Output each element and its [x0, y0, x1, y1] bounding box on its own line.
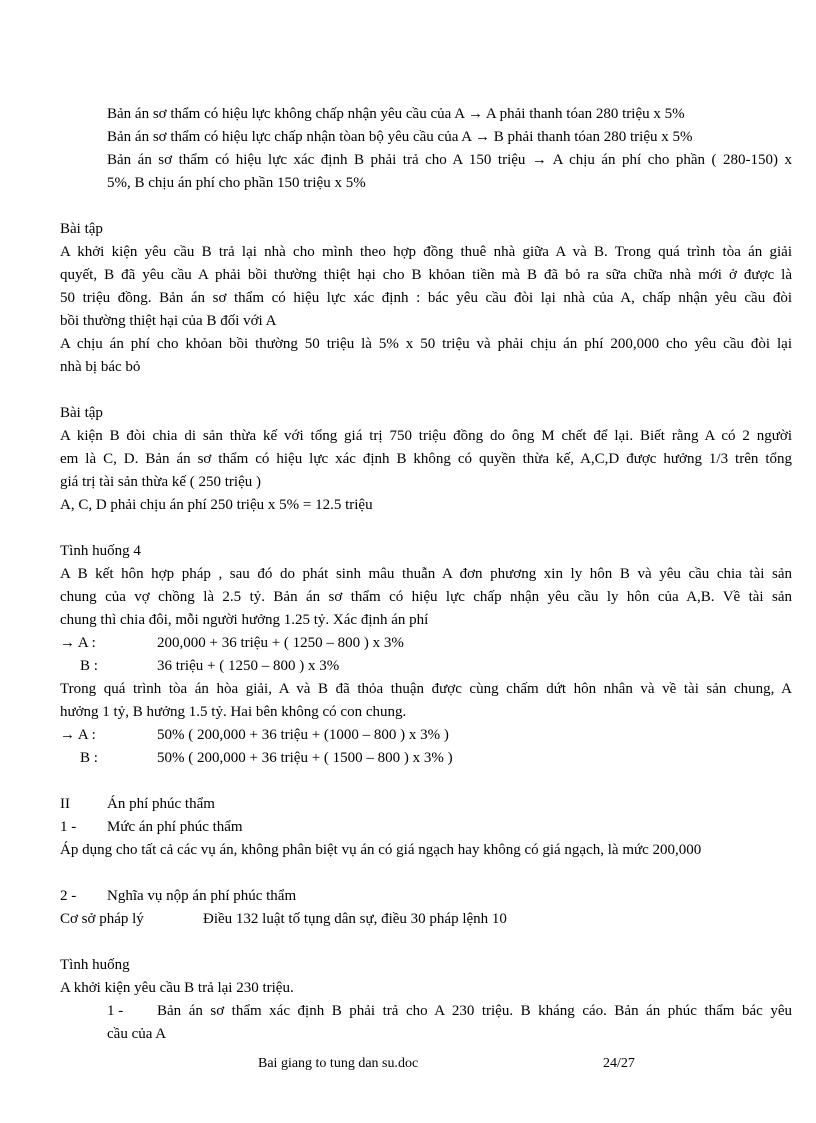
case-5-line-1: A khởi kiện yêu cầu B trả lại 230 triệu. [60, 980, 294, 996]
intro-line-1: Bản án sơ thẩm có hiệu lực không chấp nhận yêu cầu của A → A phải thanh tóan 280 triệu x 5% [107, 106, 685, 122]
case-4-line-4: Trong quá trình tòa án hòa giải, A và B đã thỏa thuận được cùng chấm dứt hôn nhân và về tài sản chung, A [60, 681, 792, 697]
footer-page-number: 24/27 [603, 1056, 635, 1071]
case-4-b1-label: B : [80, 658, 98, 674]
case-5-item-line-1: Bản án sơ thẩm xác định B phải trả cho A 230 triệu. B kháng cáo. Bản án phúc thẩm bác yêu [157, 1003, 792, 1019]
subsection-1-title: Mức án phí phúc thẩm [107, 819, 243, 835]
exercise-1-heading: Bài tập [60, 221, 103, 237]
subsection-1-number: 1 - [60, 819, 77, 835]
exercise-1-line-2: quyết, B đã yêu cầu A phải bồi thường thiệt hại cho B khỏan tiền mà B đã bỏ ra sữa chữa nhà mới ở được là [60, 267, 792, 283]
case-4-a1-value: 200,000 + 36 triệu + ( 1250 – 800 ) x 3% [157, 635, 404, 651]
case-4-heading: Tình huống 4 [60, 543, 141, 559]
case-4-b2-value: 50% ( 200,000 + 36 triệu + ( 1500 – 800 ) x 3% ) [157, 750, 453, 766]
case-4-line-1: A B kết hôn hợp pháp , sau đó do phát sinh mâu thuẫn A đơn phương xin ly hôn B và yêu cầu chia tài sản [60, 566, 792, 582]
exercise-2-line-2: em là C, D. Bản án sơ thẩm có hiệu lực xác định B không có quyền thừa kế, A,C,D được hưởng 1/3 trên tổng [60, 451, 792, 467]
legal-basis-value: Điều 132 luật tố tụng dân sự, điều 30 pháp lệnh 10 [203, 911, 507, 927]
exercise-2-heading: Bài tập [60, 405, 103, 421]
exercise-2-line-3: giá trị tài sản thừa kế ( 250 triệu ) [60, 474, 261, 490]
intro-line-2: Bản án sơ thẩm có hiệu lực chấp nhận tòan bộ yêu cầu của A → B phải thanh tóan 280 triệu x 5% [107, 129, 693, 145]
case-4-a1-label: → A : [60, 635, 96, 651]
case-5-item-line-2: cầu của A [107, 1026, 167, 1042]
case-4-b2-label: B : [80, 750, 98, 766]
exercise-1-line-4: bồi thường thiệt hại của B đối với A [60, 313, 277, 329]
intro-line-3: Bản án sơ thẩm có hiệu lực xác định B phải trả cho A 150 triệu → A chịu án phí cho phần ( 280-150) x [107, 152, 792, 168]
exercise-2-line-1: A kiện B đòi chia di sản thừa kế với tổng giá trị 750 triệu đồng do ông M chết để lại. Biết rằng A có 2 người [60, 428, 792, 444]
section-2-title: Án phí phúc thẩm [107, 796, 215, 812]
subsection-2-title: Nghĩa vụ nộp án phí phúc thẩm [107, 888, 297, 904]
case-4-a2-value: 50% ( 200,000 + 36 triệu + (1000 – 800 ) x 3% ) [157, 727, 449, 743]
case-4-line-5: hưởng 1 tỷ, B hưởng 1.5 tỷ. Hai bên không có con chung. [60, 704, 407, 720]
case-4-a2-label: → A : [60, 727, 96, 743]
case-5-item-number: 1 - [107, 1003, 124, 1019]
subsection-1-text: Áp dụng cho tất cả các vụ án, không phân biệt vụ án có giá ngạch hay không có giá ngạch, là mức 200,000 [60, 842, 702, 858]
case-5-heading: Tình huống [60, 957, 130, 973]
exercise-1-line-3: 50 triệu đồng. Bản án sơ thẩm có hiệu lực xác định : bác yêu cầu đòi lại nhà của A, chấp nhận yêu cầu đòi [60, 290, 792, 306]
exercise-1-line-5: A chịu án phí cho khỏan bồi thường 50 triệu là 5% x 50 triệu và phải chịu án phí 200,000 cho yêu cầu đòi lại [60, 336, 792, 352]
case-4-line-3: chung thì chia đôi, mỗi người hưởng 1.25 tỷ. Xác định án phí [60, 612, 429, 628]
intro-line-4: 5%, B chịu án phí cho phần 150 triệu x 5% [107, 175, 366, 191]
case-4-line-2: chung của vợ chồng là 2.5 tỷ. Bản án sơ thẩm có hiệu lực chấp nhận yêu cầu ly hôn của A,B. Về tài sản [60, 589, 792, 605]
exercise-1-line-6: nhà bị bác bỏ [60, 359, 141, 375]
subsection-2-number: 2 - [60, 888, 77, 904]
section-2-number: II [60, 796, 70, 812]
exercise-2-line-4: A, C, D phải chịu án phí 250 triệu x 5% = 12.5 triệu [60, 497, 373, 513]
exercise-1-line-1: A khởi kiện yêu cầu B trả lại nhà cho mình theo hợp đồng thuê nhà giữa A và B. Trong quá trình tòa án giải [60, 244, 792, 260]
legal-basis-label: Cơ sở pháp lý [60, 911, 144, 927]
footer-filename: Bai giang to tung dan su.doc [258, 1056, 419, 1071]
case-4-b1-value: 36 triệu + ( 1250 – 800 ) x 3% [157, 658, 340, 674]
